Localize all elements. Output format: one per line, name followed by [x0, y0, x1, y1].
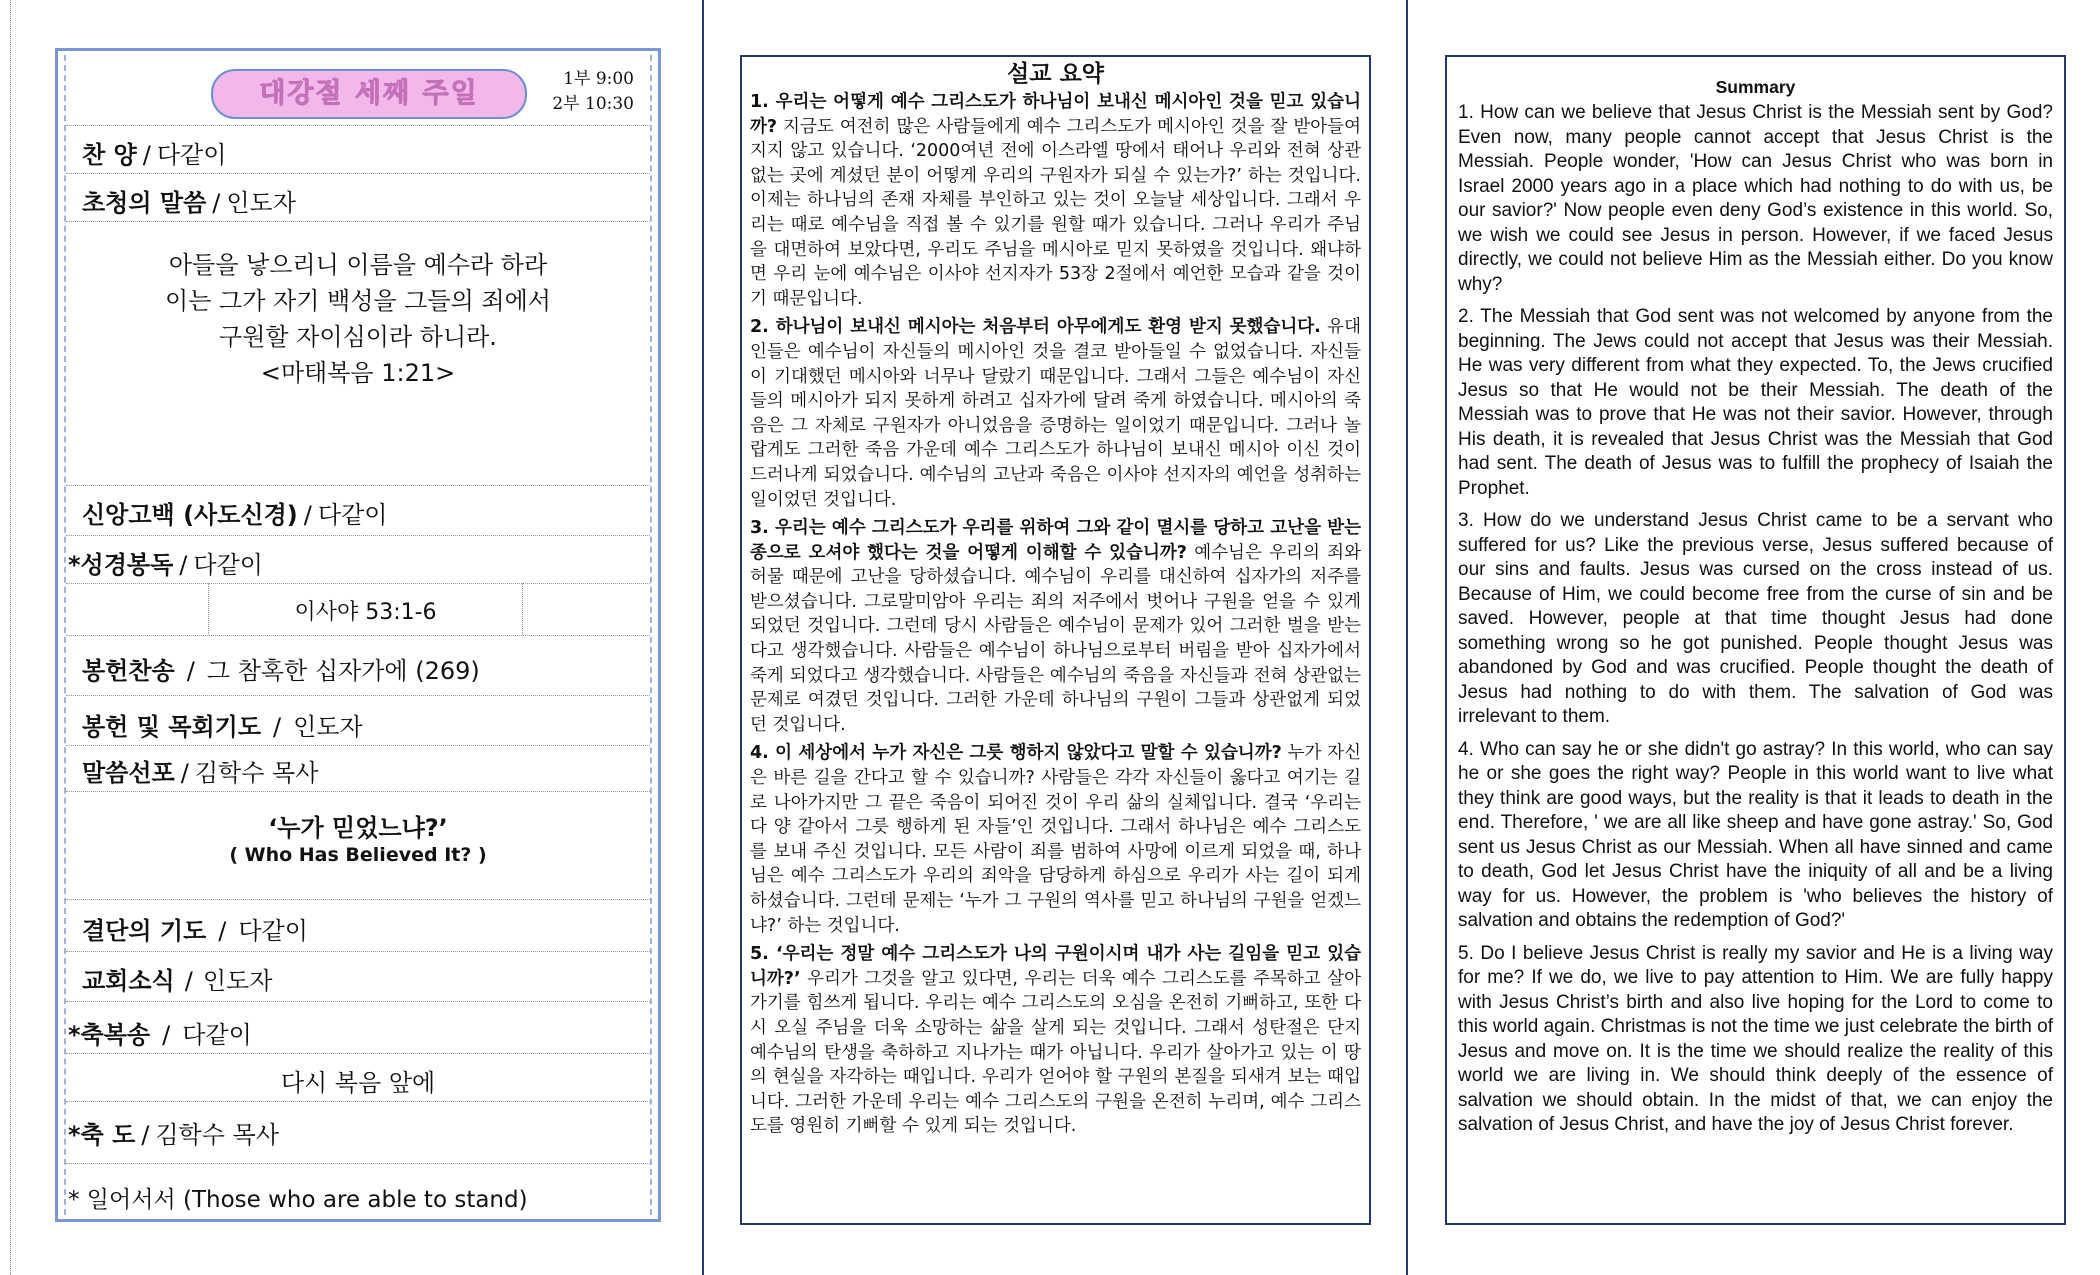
item-reading-role: 다같이 [193, 551, 263, 579]
row-offertory [66, 635, 650, 696]
item-benediction-label: *축 도 [68, 1121, 136, 1149]
korean-point-5-question: 5. ‘우리는 정말 예수 그리스도가 나의 구원이시며 내가 사는 길임을 믿고 있습니까?’ [750, 944, 1361, 989]
row-commitment [66, 899, 650, 952]
row-creed [66, 485, 650, 536]
scripture-box [208, 583, 523, 635]
item-sermon-label: 말씀선포 [82, 759, 175, 787]
order-of-worship [55, 48, 661, 1222]
korean-point-4-body: 누가 자신은 바른 길을 간다고 할 수 있습니까? 사람들은 각각 자신들이 옳다고 여기는 길로 나아가지만 그 끝은 죽음이 되어진 것이 우리 삶의 실체입니다. 결국 ‘우리는 다 양 같아서 그릇 행하게 된 자들’인 것입니다. 그래서 하나님은 예수 그리스도를 보내 주신 것입니다. 모든 사람이 죄를 범하여 사망에 이르게 되었을 때, 하나님은 예수 그리스도가 우리의 죄악을 담당하게 하심으로 우리가 사는 길이 되게 하셨습니다. 그런데 문제는 ‘누가 그 구원의 역사를 믿고 하나님의 구원을 얻겠느냐?’ 하는 것입니다. [750, 743, 1361, 936]
call-verse [66, 247, 650, 391]
korean-point-5-body: 우리가 그것을 알고 있다면, 우리는 더욱 예수 그리스도를 주목하고 살아 가기를 힘쓰게 됩니다. 우리는 예수 그리스도의 오심을 온전히 기뻐하고, 또한 다시 오실 주님을 더욱 소망하는 삶을 살게 되는 것입니다. 그래서 성탄절은 단지 예수님의 탄생을 축하하고 지나가는 때가 아닙니다. 우리가 살아가고 있는 이 땅의 현실을 자각하는 때입니다. 우리가 얻어야 할 구원의 본질을 되새겨 보는 때입니다. 그러한 가운데 우리는 예수 그리스도의 구원을 온전히 누리며, 예수 그리스도를 영원히 기뻐할 수 있게 되는 것입니다. [750, 968, 1361, 1137]
call-verse-line-1: 아들을 낳으리니 이름을 예수라 하라 [168, 251, 548, 279]
row-sermon-title [66, 791, 650, 900]
service-time-1: 1부 9:00 [563, 69, 634, 89]
call-verse-line-3: 구원할 자이심이라 하니라. [219, 323, 497, 351]
item-doxology: *축복송 / 다같이 [68, 1021, 252, 1049]
left-dotted-margin [10, 0, 11, 1275]
sermon-title-ko: ‘누가 믿었느냐?’ [268, 814, 448, 842]
item-offering-label: 봉헌 및 목회기도 [82, 713, 261, 741]
service-time-2: 2부 10:30 [552, 94, 634, 114]
korean-point-3 [750, 516, 1361, 737]
row-doxology-song [66, 1053, 650, 1102]
korean-point-2-body: 유대인들은 예수님이 자신들의 메시아인 것을 결코 받아들일 수 없었습니다. 자신들이 기대했던 메시아와 너무나 달랐기 때문입니다. 그래서 그들은 예수님이 자신들의 메시아가 되지 못하게 하려고 십자가에 달려 죽게 하였습니다. 메시아의 죽음은 그 자체로 구원자가 아니었음을 증명하는 일이었기 때문입니다. 그러나 놀랍게도 그러한 죽음 가운데 예수 그리스도가 하나님이 보내신 메시아 이신 것이 드러나게 되었습니다. 예수님의 고난과 죽음은 이사야 선지자의 예언을 성취하는 일이었던 것입니다. [750, 317, 1361, 510]
row-hymn [66, 125, 650, 174]
row-doxology [66, 1001, 650, 1054]
item-offering-role: 인도자 [293, 713, 363, 741]
item-doxology-role: 다같이 [182, 1021, 252, 1049]
korean-point-3-question: 3. 우리는 예수 그리스도가 우리를 위하여 그와 같이 멸시를 당하고 고난을 받는 종으로 오셔야 했다는 것을 어떻게 이해할 수 있습니까? [750, 518, 1361, 563]
item-offertory-label: 봉헌찬송 [82, 657, 175, 685]
service-times [552, 67, 634, 117]
item-reading: *성경봉독 / 다같이 [68, 551, 263, 579]
item-offertory: 봉헌찬송 / 그 참혹한 십자가에 (269) [82, 657, 480, 685]
scripture-reference: 이사야 53:1-6 [294, 600, 437, 625]
row-offering [66, 695, 650, 746]
english-point-3: 3. How do we understand Jesus Christ came to be a servant who suffered for us? Like the previous verse, Jesus suffered because of our sins and faults. Jesus was cursed on the cross instead of us. Because of Him, we could become free from the curse of sin and be saved. However, people at that time thought Jesus had done something wrong so he got punished. People thought Jesus was abandoned by God and was crucified. People thought the death of Jesus had nothing to do with them. The salvation of God was irrelevant to them. [1458, 510, 2053, 727]
item-commitment-role: 다같이 [238, 917, 308, 945]
doxology-song: 다시 복음 앞에 [280, 1069, 436, 1097]
panel-divider-2 [1406, 0, 1408, 1275]
item-doxology-label: *축복송 [68, 1021, 151, 1049]
row-scripture [66, 583, 650, 636]
row-sermon [66, 745, 650, 792]
korean-point-1-question: 1. 우리는 어떻게 예수 그리스도가 하나님이 보내신 메시아인 것을 믿고 있습니까? [750, 92, 1361, 137]
korean-point-2 [750, 315, 1361, 512]
order-header-row [66, 55, 650, 126]
row-call-verse [66, 221, 650, 486]
call-verse-reference: <마태복음 1:21> [260, 359, 456, 387]
item-commitment: 결단의 기도 / 다같이 [82, 917, 308, 945]
row-news [66, 951, 650, 1002]
item-benediction-role: 김학수 목사 [155, 1121, 279, 1149]
english-point-2: 2. The Messiah that God sent was not welcomed by anyone from the beginning. The Jews could not accept that Jesus was their Messiah. He was very different from what they expected. To, the Jews crucified Jesus so that He would not be their Messiah. The death of the Messiah was to prove that He was not their savior. However, through His death, it is revealed that Jesus Christ was the Messiah that God had sent. The death of Jesus was to fulfill the prophecy of Isaiah the Prophet. [1458, 306, 2053, 499]
item-hymn-label: 찬 양 [82, 141, 137, 169]
item-call-label: 초청의 말씀 [82, 189, 207, 217]
korean-sermon-summary [740, 55, 1371, 1225]
stand-note: * 일어서서 (Those who are able to stand) [68, 1187, 528, 1213]
row-call [66, 173, 650, 222]
english-point-5: 5. Do I believe Jesus Christ is really my savior and He is a living way for me? If we do, we live to pay attention to Him. We are fully happy with Jesus Christ’s birth and also live hoping for the Lord to come to this world again. Christmas is not the time we just celebrate the birth of Jesus and move on. It is the time we should realize the reality of this world we are living in. We should think deeply of the essence of salvation we should obtain. In the midst of that, we can enjoy the salvation of Jesus Christ, and have the joy of Jesus Christ forever. [1458, 942, 2053, 1135]
item-call: 초청의 말씀 / 인도자 [82, 189, 296, 217]
panel-divider-1 [702, 0, 704, 1275]
item-creed: 신앙고백 (사도신경) / 다같이 [82, 501, 388, 529]
korean-point-2-question: 2. 하나님이 보내신 메시아는 처음부터 아무에게도 환영 받지 못했습니다. [750, 317, 1321, 338]
item-reading-label: *성경봉독 [68, 551, 174, 579]
korean-point-1 [750, 90, 1361, 311]
item-hymn: 찬 양 / 다같이 [82, 141, 227, 169]
sermon-title-en: ( Who Has Believed It? ) [229, 844, 487, 866]
sermon-title [66, 813, 650, 867]
item-creed-role: 다같이 [317, 501, 388, 529]
order-inner-frame [64, 55, 652, 1215]
korean-point-3-body: 예수님은 우리의 죄와 허물 때문에 고난을 당하셨습니다. 예수님이 우리를 대신하여 십자가의 저주를 받으셨습니다. 그로말미암아 우리는 죄의 저주에서 벗어나 구원을 얻을 수 있게 되었던 것입니다. 그런데 당시 사람들은 예수님이 문제가 있어 그러한 벌을 받는다고 생각했습니다. 사람들은 예수님이 하나님으로부터 버림을 받아 십자가에서 죽게 되었다고 생각했습니다. 사람들은 예수님의 죽음을 자신들과 전혀 상관없는 문제로 여겼던 것입니다. 그러한 가운데 하나님의 구원이 그들과 상관없게 되었던 것입니다. [750, 542, 1361, 735]
korean-point-4-question: 4. 이 세상에서 누가 자신은 그릇 행하지 않았다고 말할 수 있습니까? [750, 743, 1282, 764]
english-sermon-summary [1445, 55, 2066, 1225]
row-benediction [66, 1101, 650, 1164]
item-creed-label: 신앙고백 (사도신경) [82, 501, 298, 529]
item-sermon: 말씀선포 / 김학수 목사 [82, 759, 319, 787]
service-title-badge: 대강절 세째 주일 [211, 69, 527, 119]
item-news-role: 인도자 [202, 967, 273, 995]
item-call-role: 인도자 [226, 189, 296, 217]
item-benediction: *축 도 / 김학수 목사 [68, 1121, 279, 1149]
english-point-4: 4. Who can say he or she didn't go astray? In this world, who can say he or she goes the right way? People in this world want to live what they think are good ways, but the reality is that it leads to death in the end. Therefore, ' we are all like sheep and have gone astray.' So, God sent us Jesus Christ as our Messiah. When all have sinned and came to death, God let Jesus Christ have the iniquity of all and be a living way for us. However, the problem is 'who believes the history of salvation and obtains the redemption of God?' [1458, 738, 2053, 931]
korean-point-4 [750, 741, 1361, 938]
korean-point-1-body: 지금도 여전히 많은 사람들에게 예수 그리스도가 메시아인 것을 잘 받아들여지지 않고 있습니다. ‘2000여년 전에 이스라엘 땅에서 태어나 우리와 전혀 상관 없는 곳에 계셨던 분이 어떻게 우리의 구원자가 되실 수 있는가?’ 하는 것입니다. 이제는 하나님의 존재 자체를 부인하고 있는 것이 오늘날 세상입니다. 그래서 우리는 때로 예수님을 직접 볼 수 있기를 원할 때가 있습니다. 그러나 우리가 주님을 대면하여 보았다면, 우리도 주님을 메시아로 믿지 못하였을 것입니다. 왜냐하면 우리 눈에 예수님은 이사야 선지자가 53장 2절에서 예언한 모습과 같을 것이기 때문입니다. [750, 116, 1361, 309]
english-summary-heading: Summary [1715, 77, 1796, 97]
korean-point-5 [750, 942, 1361, 1139]
call-verse-line-2: 이는 그가 자기 백성을 그들의 죄에서 [165, 287, 551, 315]
item-offertory-role: 그 참혹한 십자가에 (269) [206, 657, 480, 685]
item-hymn-role: 다같이 [156, 141, 227, 169]
row-reading [66, 535, 650, 584]
item-sermon-role: 김학수 목사 [194, 759, 319, 787]
item-commitment-label: 결단의 기도 [82, 917, 207, 945]
item-news-label: 교회소식 [82, 967, 175, 995]
item-offering: 봉헌 및 목회기도 / 인도자 [82, 713, 363, 741]
item-news: 교회소식 / 인도자 [82, 967, 273, 995]
korean-summary-heading: 설교 요약 [1007, 61, 1104, 87]
english-point-1: 1. How can we believe that Jesus Christ is the Messiah sent by God? Even now, many people cannot accept that Jesus Christ is the Messiah. People wonder, 'How can Jesus Christ who was born in Israel 2000 years ago in a place which had nothing to do with us, be our savior?' Now people even deny God’s existence in this world. So, we wish we could see Jesus in person. However, if we faced Jesus directly, we could not believe Him as the Messiah either. Do you know why? [1458, 102, 2053, 295]
